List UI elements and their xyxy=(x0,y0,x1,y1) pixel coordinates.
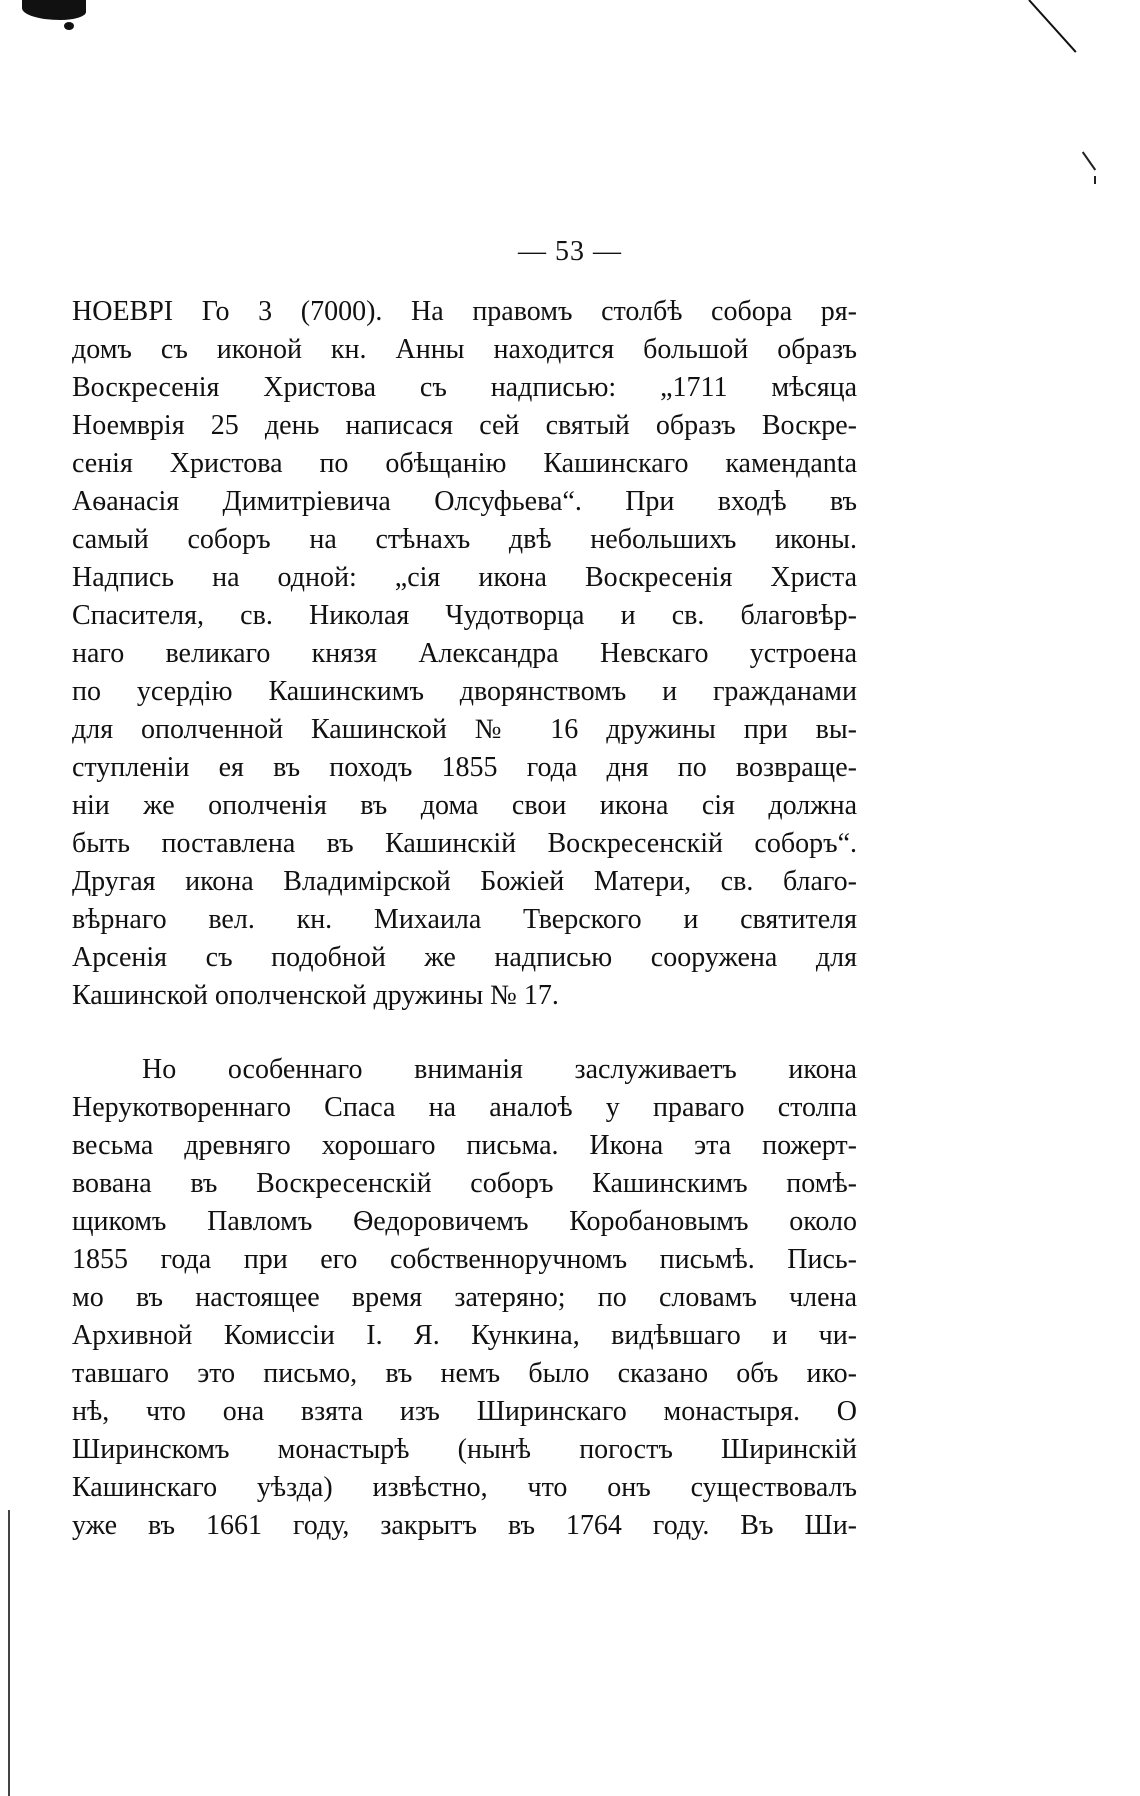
scan-mark xyxy=(1094,176,1096,184)
text-line: Кашинской ополченской дружины № 17. xyxy=(72,980,559,1011)
text-line: для ополченной Кашинской № 16 дружины при вы- xyxy=(72,714,857,745)
text-line: Но особеннаго вниманія заслуживаетъ икона xyxy=(142,1054,857,1085)
scan-scratch xyxy=(1028,0,1076,53)
text-line: щикомъ Павломъ Ѳедоровичемъ Коробановымъ около xyxy=(72,1206,857,1237)
text-line: наго великаго князя Александра Невскаго устроена xyxy=(72,638,857,669)
paragraph-1 xyxy=(72,293,857,1015)
page-edge-line xyxy=(8,1510,10,1796)
body-text xyxy=(72,293,857,1545)
page-number: — 53 — xyxy=(518,236,622,267)
text-line: вована въ Воскресенскій соборъ Кашинскимъ помѣ- xyxy=(72,1168,857,1199)
scan-mark xyxy=(1082,151,1096,170)
text-line: уже въ 1661 году, закрытъ въ 1764 году. Въ Ши- xyxy=(72,1510,857,1541)
ink-blot xyxy=(22,0,86,20)
text-line: по усердію Кашинскимъ дворянствомъ и гражданами xyxy=(72,676,857,707)
text-line: Архивной Комиссіи І. Я. Кункина, видѣвшаго и чи- xyxy=(72,1320,857,1351)
text-line: домъ съ иконой кн. Анны находится большой образъ xyxy=(72,334,857,365)
text-line: Ноемврія 25 день написася сей святый образъ Воскре- xyxy=(72,410,857,441)
text-line: Арсенія съ подобной же надписью сооружена для xyxy=(72,942,857,973)
paragraph-gap xyxy=(72,1015,857,1051)
text-line: сенія Христова по обѣщанію Кашинскаго камендanta xyxy=(72,448,857,479)
ink-spot xyxy=(64,22,74,30)
paragraph-2 xyxy=(72,1051,857,1545)
text-line: Другая икона Владимірской Божіей Матери, св. благо- xyxy=(72,866,857,897)
text-line: Надпись на одной: „сія икона Воскресенія Христа xyxy=(72,562,857,593)
text-line: тавшаго это письмо, въ немъ было сказано объ ико- xyxy=(72,1358,857,1389)
text-line: 1855 года при его собственноручномъ письмѣ. Пись- xyxy=(72,1244,857,1275)
text-line: нѣ, что она взята изъ Ширинскаго монастыря. О xyxy=(72,1396,857,1427)
text-line: мо въ настоящее время затеряно; по словамъ члена xyxy=(72,1282,857,1313)
text-line: самый соборъ на стѣнахъ двѣ небольшихъ иконы. xyxy=(72,524,857,555)
text-line: Ширинскомъ монастырѣ (нынѣ погостъ Ширинскій xyxy=(72,1434,857,1465)
text-line: ніи же ополченія въ дома свои икона сія должна xyxy=(72,790,857,821)
text-line: весьма древняго хорошаго письма. Икона эта пожерт- xyxy=(72,1130,857,1161)
text-line: Нерукотвореннаго Спаса на аналоѣ у праваго столпа xyxy=(72,1092,857,1123)
text-line: Кашинскаго уѣзда) извѣстно, что онъ существовалъ xyxy=(72,1472,857,1503)
text-line: Воскресенія Христова съ надписью: „1711 мѣсяца xyxy=(72,372,857,403)
text-line: Аѳанасія Димитріевича Олсуфьева“. При входѣ въ xyxy=(72,486,857,517)
text-line: ступленіи ея въ походъ 1855 года дня по возвраще- xyxy=(72,752,857,783)
text-line: НОЕВРІ Го 3 (7000). На правомъ столбѣ собора ря- xyxy=(72,296,857,327)
text-line: вѣрнаго вел. кн. Михаила Тверского и святителя xyxy=(72,904,857,935)
text-line: быть поставлена въ Кашинскій Воскресенскій соборъ“. xyxy=(72,828,857,859)
text-line: Спасителя, св. Николая Чудотворца и св. благовѣр- xyxy=(72,600,857,631)
